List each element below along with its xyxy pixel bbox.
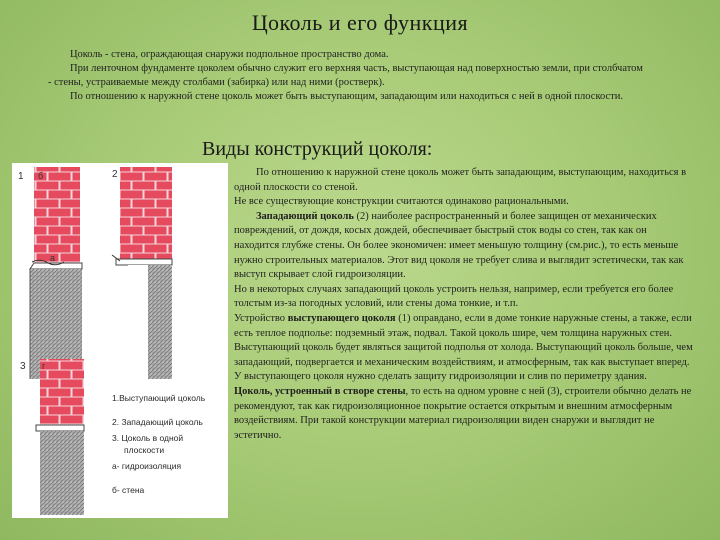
para-protruding: Устройство выступающего цоколя (1) оправдано, если в доме тонкие наружные стены, а также, если есть теплое подполье: подземный этаж, подвал. Такой цоколь шире, чем толщина наружных стен. Выступающий цоколь будет являться защитой подполья от холода. Выступающий цоколь больше, чем западающий, подвергается и механическим воздействиям, и атмосферным, так как выступает вперед. У выступающего цоколя нужно сделать защиту гидроизоляции и слив по периметру здания. — [234, 312, 693, 383]
plinth-stone-3 — [40, 431, 84, 515]
intro-relation: По отношению к наружной стене цоколь может быть выступающим, западающим или находиться с ней в одной плоскости. — [70, 91, 624, 102]
plinth-types-figure — [12, 163, 228, 518]
term-recessed: Западающий цоколь — [256, 210, 354, 222]
intro-foundation: При ленточном фундаменте цоколем обычно служит его верхняя часть, выступающая над поверхностью земли, при столбчатом - стены, устраиваемые между столбами (забирка) или над ними (ростверк). — [48, 63, 643, 88]
para-rationality: Не все существующие конструкции считаются одинаково рациональными. — [234, 196, 569, 208]
legend-item-flush-cont: плоскости — [124, 445, 165, 455]
para-exceptions: Но в некоторых случаях западающий цоколь устроить нельзя, например, если требуется его более толстым из-за погодных условий, или стены дома тонкие, и т.п. — [234, 283, 674, 310]
waterproofing-layer-1 — [30, 263, 82, 269]
figure-legend — [112, 393, 206, 495]
para-recessed: Западающий цоколь (2) наиболее распространенный и более защищен от механических повреждений, от дождя, косых дождей, обеспечивает быстрый сток воды со стен, так как он находится глубже стены. Он более экономичен: имеет меньшую толщину (см.рис.), то есть меньше нужно строительных материалов. Этот вид цоколя не требует слива и выглядит эстетически, так как выступ скрывает слой гидроизоляции. — [234, 210, 684, 281]
plinth-types-text — [234, 166, 694, 443]
legend-item-protruding: 1.Выступающий цоколь — [112, 393, 206, 403]
legend-item-flush: 3. Цоколь в одной — [112, 433, 184, 443]
slide-title: Цоколь и его функция — [251, 10, 469, 35]
plinth-stone-2 — [148, 265, 172, 379]
section-subtitle: Виды конструкций цоколя: — [202, 138, 433, 160]
term-flush: Цоколь, устроенный в створе стены — [234, 385, 406, 397]
wall-brick-2 — [120, 167, 172, 261]
intro-block — [48, 48, 648, 104]
figure-number-1: 1 — [18, 171, 24, 182]
figure-number-2: 2 — [112, 169, 118, 180]
figure-number-3: 3 — [20, 361, 26, 372]
term-protruding: выступающего цоколя — [287, 312, 396, 324]
intro-definition: Цоколь - стена, ограждающая снаружи подпольное пространство дома. — [70, 49, 389, 60]
legend-item-wall: б- стена — [112, 485, 145, 495]
wall-brick-1 — [34, 167, 80, 267]
para-relation: По отношению к наружной стене цоколь может быть западающим, выступающим, находиться в одной плоскости со стеной. — [234, 167, 687, 193]
legend-item-recessed: 2. Западающий цоколь — [112, 417, 203, 427]
label-g: г — [42, 361, 46, 371]
plinth-diagram — [12, 163, 228, 518]
waterproofing-layer-2 — [116, 259, 172, 265]
label-waterproof-a: а — [50, 253, 56, 263]
legend-item-waterproofing: а- гидроизоляция — [112, 461, 182, 471]
waterproofing-layer-3 — [36, 425, 84, 431]
label-wall-b: б — [38, 171, 44, 181]
para-flush: Цоколь, устроенный в створе стены, то есть на одном уровне с ней (3), строители обычно делать не рекомендуют, так как гидроизоляционное покрытие остается открытым и внешним атмосферным воздействиям. При такой конструкции материал гидроизоляции виден снаружи и выглядит не эстетично. — [234, 385, 692, 441]
wall-brick-3 — [40, 359, 84, 425]
